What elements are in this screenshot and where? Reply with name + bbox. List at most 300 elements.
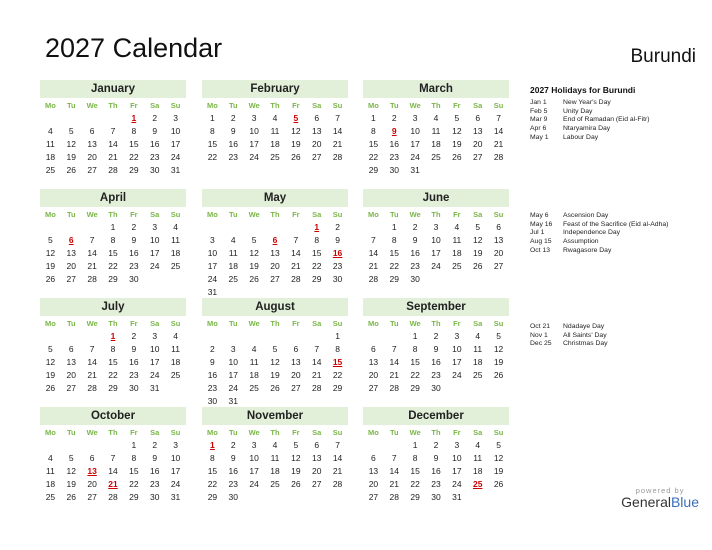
holiday-name: Unity Day — [563, 107, 593, 115]
day-cell: 18 — [170, 357, 181, 367]
month-february — [202, 80, 348, 164]
day-cell: 21 — [368, 261, 379, 271]
weekday-label: Fr — [453, 428, 461, 437]
weekday-label: Su — [493, 428, 504, 437]
day-cell: 21 — [332, 139, 343, 149]
day-cell: 28 — [493, 152, 504, 162]
day-cell: 2 — [433, 440, 439, 450]
holiday-row — [530, 247, 705, 256]
weekday-label: Tu — [66, 101, 76, 110]
day-cell: 30 — [410, 274, 420, 284]
weekday-label: Su — [332, 210, 343, 219]
weekday-label: Mo — [45, 101, 56, 110]
holiday-day-cell: 13 — [87, 466, 97, 476]
day-cell: 28 — [311, 383, 322, 393]
empty-day-cell — [467, 164, 488, 177]
holiday-group — [530, 85, 705, 142]
weekday-label: Th — [108, 319, 118, 328]
day-cell: 7 — [391, 453, 397, 463]
weekday-label: Su — [493, 319, 504, 328]
week-row — [202, 112, 348, 125]
day-cell: 12 — [66, 466, 76, 476]
day-cell: 20 — [66, 261, 76, 271]
day-cell: 7 — [293, 235, 299, 245]
holiday-name: All Saints' Day — [563, 331, 607, 339]
day-cell: 10 — [170, 126, 181, 136]
empty-day-cell — [61, 439, 82, 452]
day-cell: 19 — [66, 152, 76, 162]
day-cell: 26 — [270, 383, 280, 393]
weekday-label: Tu — [389, 428, 399, 437]
weekday-label: We — [409, 210, 421, 219]
weekday-label: We — [86, 101, 98, 110]
holiday-row — [530, 323, 705, 332]
day-cell: 20 — [291, 370, 301, 380]
empty-day-cell — [82, 221, 103, 234]
weekday-label: Su — [493, 210, 504, 219]
day-cell: 8 — [391, 235, 397, 245]
weekday-label: Th — [108, 210, 118, 219]
empty-day-cell — [488, 491, 509, 504]
day-cell: 28 — [332, 479, 343, 489]
week-row — [363, 330, 509, 343]
empty-day-cell — [488, 273, 509, 286]
day-cell: 10 — [149, 344, 160, 354]
day-cell: 6 — [89, 453, 95, 463]
day-cell: 29 — [389, 274, 399, 284]
day-cell: 8 — [110, 235, 116, 245]
day-cell: 23 — [410, 261, 420, 271]
day-cell: 28 — [368, 274, 379, 284]
week-row — [202, 452, 348, 465]
day-cell: 23 — [149, 479, 160, 489]
day-cell: 14 — [108, 139, 118, 149]
day-cell: 4 — [230, 235, 236, 245]
weekday-label: Mo — [207, 210, 218, 219]
holiday-date: May 1 — [530, 133, 549, 141]
day-cell: 25 — [452, 261, 462, 271]
day-cell: 19 — [249, 261, 259, 271]
week-row — [363, 221, 509, 234]
day-cell: 15 — [410, 357, 420, 367]
day-cell: 18 — [228, 261, 238, 271]
weekday-label: Su — [332, 428, 343, 437]
day-cell: 27 — [311, 152, 322, 162]
day-cell: 18 — [170, 248, 181, 258]
week-row — [40, 234, 186, 247]
day-cell: 4 — [272, 113, 278, 123]
month-may — [202, 189, 348, 299]
day-cell: 15 — [389, 248, 399, 258]
day-cell: 30 — [332, 274, 343, 284]
holiday-group — [530, 212, 705, 255]
day-cell: 9 — [412, 235, 418, 245]
day-cell: 18 — [45, 479, 56, 489]
day-cell: 11 — [46, 466, 55, 476]
day-cell: 7 — [496, 113, 501, 123]
day-cell: 2 — [335, 222, 340, 232]
weekday-label: We — [86, 319, 98, 328]
day-cell: 26 — [45, 383, 56, 393]
weekday-header-row — [202, 208, 348, 221]
day-cell: 22 — [108, 261, 118, 271]
day-cell: 22 — [332, 370, 343, 380]
day-cell: 5 — [496, 440, 501, 450]
day-cell: 31 — [149, 383, 160, 393]
day-cell: 19 — [66, 479, 76, 489]
day-cell: 4 — [173, 222, 178, 232]
day-cell: 9 — [131, 235, 137, 245]
day-cell: 2 — [131, 222, 137, 232]
day-cell: 14 — [368, 248, 379, 258]
month-header: September — [363, 298, 509, 316]
holiday-name: New Year's Day — [563, 99, 611, 106]
day-cell: 30 — [207, 396, 218, 406]
weekday-label: Th — [108, 101, 118, 110]
week-row — [363, 491, 509, 504]
day-cell: 24 — [170, 152, 181, 162]
weekday-label: Th — [108, 428, 118, 437]
day-cell: 14 — [493, 126, 504, 136]
day-cell: 2 — [433, 331, 439, 341]
day-cell: 14 — [389, 357, 399, 367]
day-cell: 22 — [368, 152, 379, 162]
day-cell: 15 — [129, 139, 139, 149]
week-row — [363, 343, 509, 356]
day-cell: 31 — [452, 492, 462, 502]
day-cell: 12 — [45, 248, 56, 258]
empty-day-cell — [223, 221, 244, 234]
weekday-label: Sa — [150, 101, 160, 110]
day-cell: 26 — [493, 479, 504, 489]
empty-day-cell — [285, 221, 306, 234]
day-cell: 2 — [391, 113, 397, 123]
holiday-name: Ntaryamira Day — [563, 125, 611, 133]
day-cell: 3 — [173, 113, 178, 123]
day-cell: 17 — [207, 261, 218, 271]
week-row — [40, 151, 186, 164]
day-cell: 27 — [368, 492, 379, 502]
empty-day-cell — [82, 439, 103, 452]
day-cell: 1 — [210, 113, 215, 123]
day-cell: 11 — [473, 453, 483, 463]
empty-day-cell — [446, 273, 467, 286]
holiday-name: Ascension Day — [563, 212, 609, 219]
weekday-label: Tu — [228, 101, 238, 110]
month-november — [202, 407, 348, 504]
month-header: June — [363, 189, 509, 207]
holiday-name: Independence Day — [563, 229, 621, 237]
weekday-label: Th — [431, 101, 441, 110]
week-row — [363, 260, 509, 273]
day-cell: 11 — [171, 235, 180, 245]
weekday-label: Sa — [312, 210, 322, 219]
weekday-label: Mo — [207, 428, 218, 437]
empty-day-cell — [103, 112, 124, 125]
day-cell: 5 — [68, 126, 74, 136]
day-cell: 15 — [108, 248, 118, 258]
weekday-label: Th — [431, 210, 441, 219]
day-cell: 29 — [207, 492, 218, 502]
day-cell: 10 — [149, 235, 160, 245]
day-cell: 19 — [452, 139, 462, 149]
day-cell: 17 — [149, 357, 160, 367]
day-cell: 8 — [371, 126, 376, 136]
empty-day-cell — [265, 221, 286, 234]
empty-day-cell — [165, 382, 186, 395]
day-cell: 16 — [149, 466, 160, 476]
week-row — [363, 478, 509, 491]
day-cell: 25 — [45, 492, 56, 502]
holiday-day-cell: 15 — [332, 357, 343, 367]
day-cell: 24 — [228, 383, 238, 393]
holiday-day-cell: 25 — [472, 479, 483, 489]
day-cell: 16 — [129, 357, 139, 367]
day-cell: 24 — [410, 152, 420, 162]
day-cell: 24 — [431, 261, 441, 271]
day-cell: 30 — [431, 492, 441, 502]
empty-day-cell — [61, 221, 82, 234]
day-cell: 3 — [152, 222, 158, 232]
day-cell: 22 — [129, 152, 139, 162]
day-cell: 26 — [291, 152, 301, 162]
day-cell: 19 — [45, 261, 56, 271]
week-row — [40, 112, 186, 125]
brand-logo[interactable] — [621, 486, 699, 509]
day-cell: 19 — [270, 370, 280, 380]
day-cell: 9 — [230, 126, 236, 136]
day-cell: 31 — [170, 492, 181, 502]
week-row — [202, 330, 348, 343]
day-cell: 3 — [230, 344, 236, 354]
day-cell: 11 — [171, 344, 180, 354]
day-cell: 26 — [493, 370, 504, 380]
week-row — [40, 439, 186, 452]
empty-day-cell — [446, 164, 467, 177]
week-row — [363, 452, 509, 465]
month-march — [363, 80, 509, 177]
holiday-day-cell: 6 — [272, 235, 278, 245]
day-cell: 27 — [472, 152, 483, 162]
month-september — [363, 298, 509, 395]
weekday-label: We — [248, 428, 260, 437]
day-cell: 30 — [149, 165, 160, 175]
weekday-header-row — [202, 317, 348, 330]
day-cell: 18 — [452, 248, 462, 258]
day-cell: 29 — [311, 274, 322, 284]
day-cell: 31 — [170, 165, 181, 175]
day-cell: 17 — [431, 248, 441, 258]
day-cell: 4 — [475, 440, 481, 450]
day-cell: 25 — [431, 152, 441, 162]
week-row — [202, 247, 348, 260]
day-cell: 23 — [228, 152, 238, 162]
empty-day-cell — [446, 382, 467, 395]
day-cell: 8 — [314, 235, 320, 245]
holiday-day-cell: 1 — [210, 440, 215, 450]
day-cell: 25 — [228, 274, 238, 284]
weekday-label: Fr — [453, 101, 461, 110]
day-cell: 25 — [170, 261, 181, 271]
week-row — [363, 125, 509, 138]
day-cell: 1 — [371, 113, 376, 123]
day-cell: 2 — [210, 344, 215, 354]
day-cell: 14 — [389, 466, 399, 476]
week-row — [363, 151, 509, 164]
day-cell: 5 — [48, 344, 53, 354]
day-cell: 17 — [170, 139, 181, 149]
weekday-label: Fr — [130, 428, 138, 437]
day-cell: 30 — [149, 492, 160, 502]
week-row — [40, 478, 186, 491]
day-cell: 29 — [129, 165, 139, 175]
day-cell: 29 — [368, 165, 379, 175]
holiday-row — [530, 108, 705, 117]
day-cell: 3 — [251, 113, 257, 123]
day-cell: 11 — [270, 126, 280, 136]
day-cell: 12 — [493, 453, 504, 463]
weekday-label: Sa — [312, 428, 322, 437]
day-cell: 5 — [454, 113, 460, 123]
weekday-label: Sa — [150, 319, 160, 328]
week-row — [202, 221, 348, 234]
week-row — [40, 330, 186, 343]
weekday-label: Fr — [453, 210, 461, 219]
day-cell: 22 — [207, 479, 218, 489]
day-cell: 6 — [371, 344, 376, 354]
day-cell: 11 — [46, 139, 55, 149]
weekday-label: Sa — [312, 101, 322, 110]
day-cell: 8 — [131, 126, 137, 136]
week-row — [363, 247, 509, 260]
day-cell: 10 — [452, 453, 462, 463]
empty-day-cell — [40, 112, 61, 125]
day-cell: 20 — [493, 248, 504, 258]
day-cell: 2 — [230, 440, 236, 450]
empty-day-cell — [467, 273, 488, 286]
holiday-row — [530, 212, 705, 221]
day-cell: 17 — [228, 370, 238, 380]
holiday-name: Assumption — [563, 238, 599, 246]
day-cell: 28 — [389, 492, 399, 502]
day-cell: 8 — [131, 453, 137, 463]
week-row — [202, 465, 348, 478]
weekday-header-row — [202, 99, 348, 112]
day-cell: 12 — [472, 235, 483, 245]
day-cell: 1 — [412, 440, 418, 450]
weekday-label: Su — [493, 101, 504, 110]
weekday-label: Tu — [228, 210, 238, 219]
day-cell: 1 — [391, 222, 397, 232]
day-cell: 16 — [410, 248, 420, 258]
holiday-day-cell: 9 — [391, 126, 397, 136]
holiday-date: Jan 1 — [530, 99, 547, 106]
day-cell: 23 — [129, 370, 139, 380]
holiday-date: May 6 — [530, 212, 549, 219]
day-cell: 15 — [207, 139, 218, 149]
day-cell: 27 — [311, 479, 322, 489]
day-cell: 20 — [368, 479, 379, 489]
day-cell: 26 — [291, 479, 301, 489]
day-cell: 12 — [270, 357, 280, 367]
day-cell: 27 — [493, 261, 504, 271]
week-row — [202, 343, 348, 356]
empty-day-cell — [223, 330, 244, 343]
day-cell: 4 — [173, 331, 178, 341]
day-cell: 22 — [207, 152, 218, 162]
empty-day-cell — [61, 112, 82, 125]
month-august — [202, 298, 348, 408]
day-cell: 13 — [270, 248, 280, 258]
day-cell: 5 — [251, 235, 257, 245]
day-cell: 4 — [272, 440, 278, 450]
day-cell: 26 — [249, 274, 259, 284]
page-title: 2027 Calendar — [45, 33, 223, 63]
day-cell: 14 — [332, 126, 343, 136]
day-cell: 14 — [108, 466, 118, 476]
day-cell: 29 — [332, 383, 343, 393]
weekday-label: Sa — [473, 210, 483, 219]
day-cell: 3 — [412, 113, 418, 123]
day-cell: 18 — [472, 466, 483, 476]
day-cell: 8 — [110, 344, 116, 354]
day-cell: 30 — [228, 492, 238, 502]
week-row — [40, 221, 186, 234]
brand-name-general: General — [621, 494, 671, 510]
empty-day-cell — [202, 330, 223, 343]
week-row — [40, 382, 186, 395]
day-cell: 8 — [335, 344, 340, 354]
day-cell: 21 — [389, 370, 399, 380]
day-cell: 24 — [170, 479, 181, 489]
week-row — [363, 273, 509, 286]
weekday-label: We — [248, 210, 260, 219]
day-cell: 11 — [431, 126, 441, 136]
day-cell: 9 — [230, 453, 236, 463]
day-cell: 22 — [410, 479, 420, 489]
weekday-label: Mo — [45, 319, 56, 328]
day-cell: 17 — [170, 466, 181, 476]
day-cell: 22 — [410, 370, 420, 380]
day-cell: 4 — [475, 331, 481, 341]
day-cell: 20 — [87, 152, 97, 162]
weekday-label: Mo — [368, 428, 379, 437]
day-cell: 28 — [389, 383, 399, 393]
day-cell: 21 — [87, 261, 97, 271]
weekday-label: Sa — [473, 319, 483, 328]
day-cell: 7 — [314, 344, 320, 354]
empty-day-cell — [202, 221, 223, 234]
day-cell: 11 — [228, 248, 238, 258]
week-row — [363, 164, 509, 177]
day-cell: 9 — [131, 344, 137, 354]
day-cell: 24 — [149, 261, 160, 271]
holiday-row — [530, 99, 705, 108]
day-cell: 13 — [291, 357, 301, 367]
weekday-label: Su — [332, 319, 343, 328]
empty-day-cell — [363, 439, 384, 452]
day-cell: 27 — [66, 274, 76, 284]
empty-day-cell — [40, 330, 61, 343]
day-cell: 12 — [291, 126, 301, 136]
empty-day-cell — [467, 491, 488, 504]
day-cell: 10 — [452, 344, 462, 354]
week-row — [363, 234, 509, 247]
day-cell: 5 — [68, 453, 74, 463]
empty-day-cell — [165, 273, 186, 286]
day-cell: 22 — [389, 261, 399, 271]
day-cell: 16 — [228, 139, 238, 149]
